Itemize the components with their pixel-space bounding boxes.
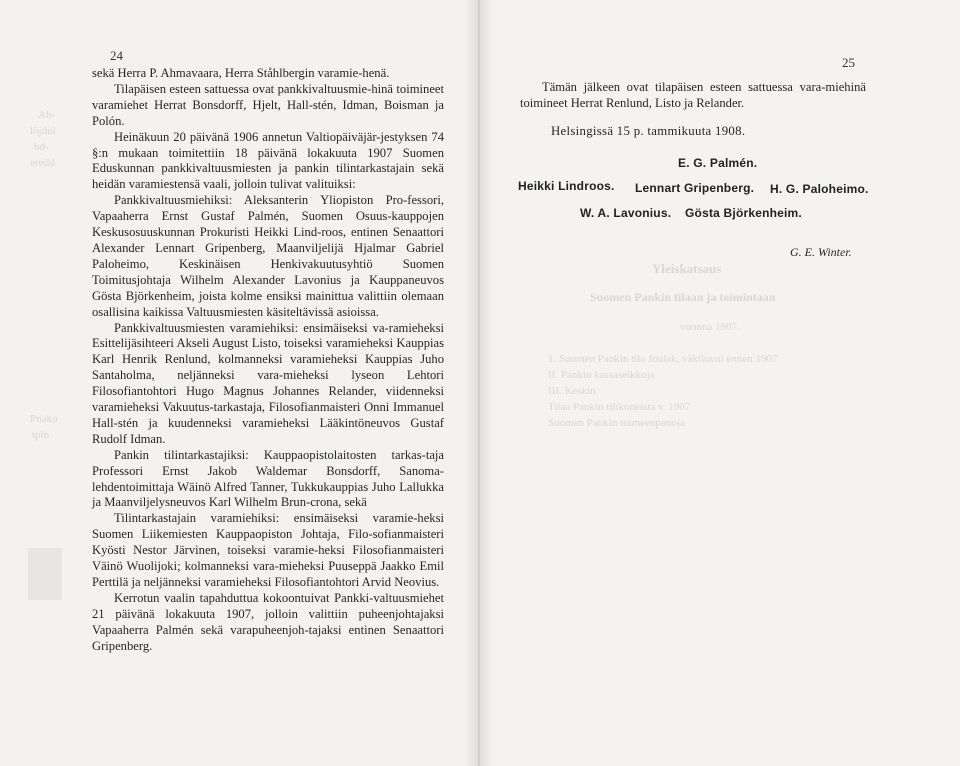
right-page-body — [520, 80, 866, 112]
page-number-right: 25 — [842, 55, 855, 70]
paragraph: Pankkivaltuusmiehiksi: Aleksanterin Yliopiston Pro-fessori, Vapaaherra Ernst Gustaf Palmén, Suomen Osuus-kauppojen Keskusosuuskunnan Prokuristi Heikki Lind-roos, entinen Senaattori Alexander Lennart Gripenberg, Maanviljelijä Hjalmar Gabriel Paloheimo, Keskinäisen Henkivakuutusyhtiö Suomen Toimitusjohtaja Wilhelm Alexander Lavonius ja Kauppaneuvos Gösta Björkenheim, joista kolme ensiksi mainittua valittiin olemaan osallisina kaikissa Valtuusmiesten käsiteltävissä asioissa. — [92, 193, 444, 319]
bleed-through-text: löjdul — [30, 125, 56, 137]
signature-lavonius: W. A. Lavonius. — [580, 206, 672, 220]
signature-palmen: E. G. Palmén. — [678, 156, 758, 170]
bleed-through-text: tpin — [32, 429, 50, 441]
paragraph: Kerrotun vaalin tapahduttua kokoontuivat Pankki-valtuusmiehet 21 päivänä lokakuuta 1907, jolloin valittiin puheenjohtajaksi Vapaaherra Palmén sekä varapuheenjoh-tajaksi entinen Senaattori Gripenberg. — [92, 590, 444, 653]
bleed-through-text: Tilaa Pankin tilikoneista v. 1907 — [548, 401, 691, 413]
bleed-through-heading: Yleiskatsaus — [652, 261, 722, 276]
bleed-through-text: II. Pankin kassaseikkoja — [548, 369, 655, 381]
bleed-through-text: III. Keskin — [548, 385, 596, 397]
left-page-body — [92, 66, 444, 655]
bleed-through-text: Ab- — [38, 109, 56, 121]
signature-paloheimo: H. G. Paloheimo. — [770, 182, 869, 196]
bleed-through-heading: vuonna 1907. — [680, 321, 740, 333]
paragraph: Pankin tilintarkastajiksi: Kauppaopistolaitosten tarkas-taja Professori Ernst Jakob Waldemar Bonsdorff, Sanoma-lehdentoimittaja Wäinö Alfred Tanner, Tukkukauppias Juho Lallukka ja Maanviljelysneuvos Karl Wilhelm Brun-crona, sekä — [92, 447, 444, 510]
right-page — [479, 0, 960, 766]
bleed-through-text: Pnako — [30, 413, 58, 425]
signature-bjorkenheim: Gösta Björkenheim. — [685, 206, 802, 220]
place-date: Helsingissä 15 p. tammikuuta 1908. — [551, 124, 746, 138]
bleed-through-block — [28, 548, 62, 600]
intro-paragraph: Tämän jälkeen ovat tilapäisen esteen sattuessa vara-miehinä toimineet Herrat Renlund, Listo ja Relander. — [520, 80, 866, 110]
paragraph: Tilapäisen esteen sattuessa ovat pankkivaltuusmie-hinä toimineet varamiehet Herrat Bonsdorff, Hjelt, Hall-stén, Idman, Boisman ja Polón. — [92, 81, 444, 128]
bleed-through-text: bd- — [34, 141, 49, 153]
bleed-through-text: Suomen Pankin toimeenpanoja — [548, 417, 685, 429]
book-gutter — [465, 0, 493, 766]
bleed-through-text: ereild — [30, 157, 56, 169]
paragraph: Tilintarkastajain varamiehiksi: ensimäiseksi varamie-heksi Suomen Liikemiesten Kauppaopiston Johtaja, Filo-sofianmaisteri Kyösti Nestor Järvinen, toiseksi varamie-heksi Filosofianmaisteri Väinö Wuolijoki; kolmanneksi vara-mieheksi Puuseppä Jaakko Emil Perttilä ja neljänneksi varamieheksi Filosofiantohtori Arvid Neovius. — [92, 511, 444, 589]
paragraph: Pankkivaltuusmiesten varamiehiksi: ensimäiseksi va-ramieheksi Esittelijäsihteeri Akseli August Listo, toiseksi varamieheksi Kauppias Karl Henrik Renlund, kolmanneksi varamieheksi Kauppias Juho Santaholma, neljänneksi vara-mieheksi lyseon Lehtori Filosofiantohtori Hugo Magnus Johannes Relander, viidenneksi varamieheksi Vakuutus-tarkastaja, Filosofianmaisteri Onni Immanuel Hall-stén ja kuudenneksi varamieheksi Lääkintöneuvos Gustaf Rudolf Idman. — [92, 320, 444, 446]
paragraph: sekä Herra P. Ahmavaara, Herra Ståhlbergin varamie-henä. — [92, 66, 390, 80]
paragraph: Heinäkuun 20 päivänä 1906 annetun Valtiopäiväjär-jestyksen 74 §:n mukaan toimitettiin 18 päivänä lokakuuta 1907 Suomen Eduskunnan pankkivaltuusmiesten ja pankin tilintarkastajain sekä heidän varamiestensä vaali, jolloin tulivat valituiksi: — [92, 129, 444, 192]
bleed-through-heading: Suomen Pankin tilaan ja toimintaan — [590, 290, 776, 304]
page-number-left: 24 — [110, 48, 123, 63]
bleed-through-text: 1. Suomen Pankin tila Joulak, väkiluvul ennen 1907 — [548, 353, 778, 365]
countersignature: G. E. Winter. — [790, 245, 852, 259]
signature-lindroos: Heikki Lindroos. — [518, 179, 615, 193]
signature-gripenberg: Lennart Gripenberg. — [635, 181, 755, 195]
